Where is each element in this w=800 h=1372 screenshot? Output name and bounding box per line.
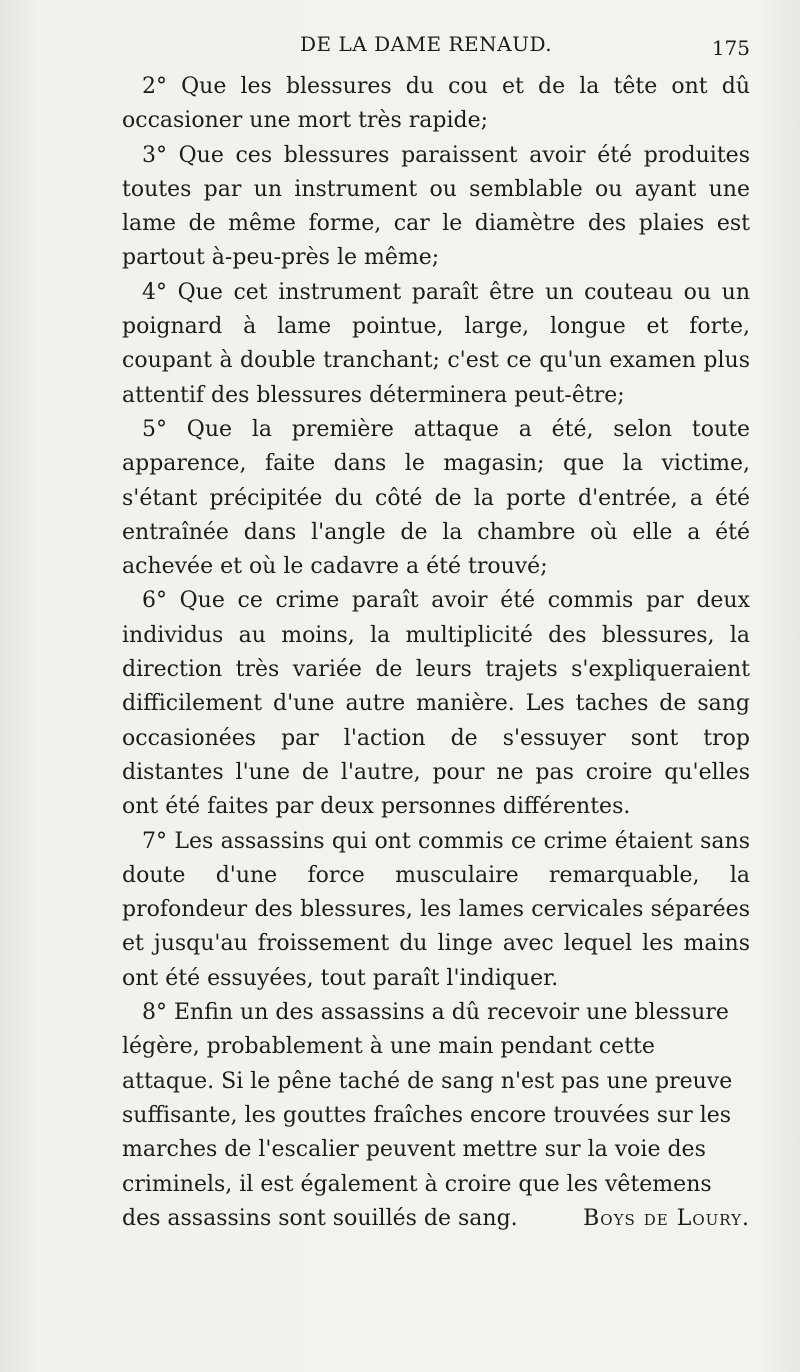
- signature: Boys de Loury.: [583, 1205, 750, 1231]
- paragraph-7: 7° Les assassins qui ont commis ce crime étaient sans doute d'une force musculaire remarquable, la profondeur des blessures, les lames cervicales séparées et jusqu'au froissement du linge avec lequel les mains ont été essuyées, tout paraît l'indiquer.: [122, 828, 750, 991]
- paragraph-4: 4° Que cet instrument paraît être un couteau ou un poignard à lame pointue, large, longue et forte, coupant à double tranchant; c'est ce qu'un examen plus attentif des blessures déterminera peut-être;: [122, 279, 750, 408]
- running-title: DE LA DAME RENAUD.: [300, 32, 553, 56]
- paragraph-5: 5° Que la première attaque a été, selon toute apparence, faite dans le magasin; que la victime, s'étant précipitée du côté de la porte d'entrée, a été entraînée dans l'angle de la chambre où elle a été achevée et où le cadavre a été trouvé;: [122, 416, 750, 580]
- body-text: [122, 70, 750, 1236]
- paragraph-6: 6° Que ce crime paraît avoir été commis par deux individus au moins, la multiplicité des blessures, la direction très variée de leurs trajets s'expliqueraient difficilement d'une autre manière. Les taches de sang occasionées par l'action de s'essuyer sont trop distantes l'une de l'autre, pour ne pas croire qu'elles ont été faites par deux personnes différentes.: [122, 588, 750, 820]
- page-number: 175: [711, 36, 750, 60]
- paragraph-3: 3° Que ces blessures paraissent avoir été produites toutes par un instrument ou semblable ou ayant une lame de même forme, car le diamètre des plaies est partout à-peu-près le même;: [122, 142, 750, 271]
- paragraph-8-text: 8° Enfin un des assassins a dû recevoir une blessure légère, probablement à une main pendant cette attaque. Si le pêne taché de sang n'est pas une preuve suffisante, les gouttes fraîches encore trouvées sur les marches de l'escalier peuvent mettre sur la voie des criminels, il est également à croire que les vêtemens des assassins sont souillés de sang.: [122, 1000, 733, 1231]
- paragraph-2: 2° Que les blessures du cou et de la tête ont dû occasioner une mort très rapide;: [122, 74, 750, 134]
- page-header: [0, 32, 800, 72]
- paragraph-8: [122, 996, 750, 1236]
